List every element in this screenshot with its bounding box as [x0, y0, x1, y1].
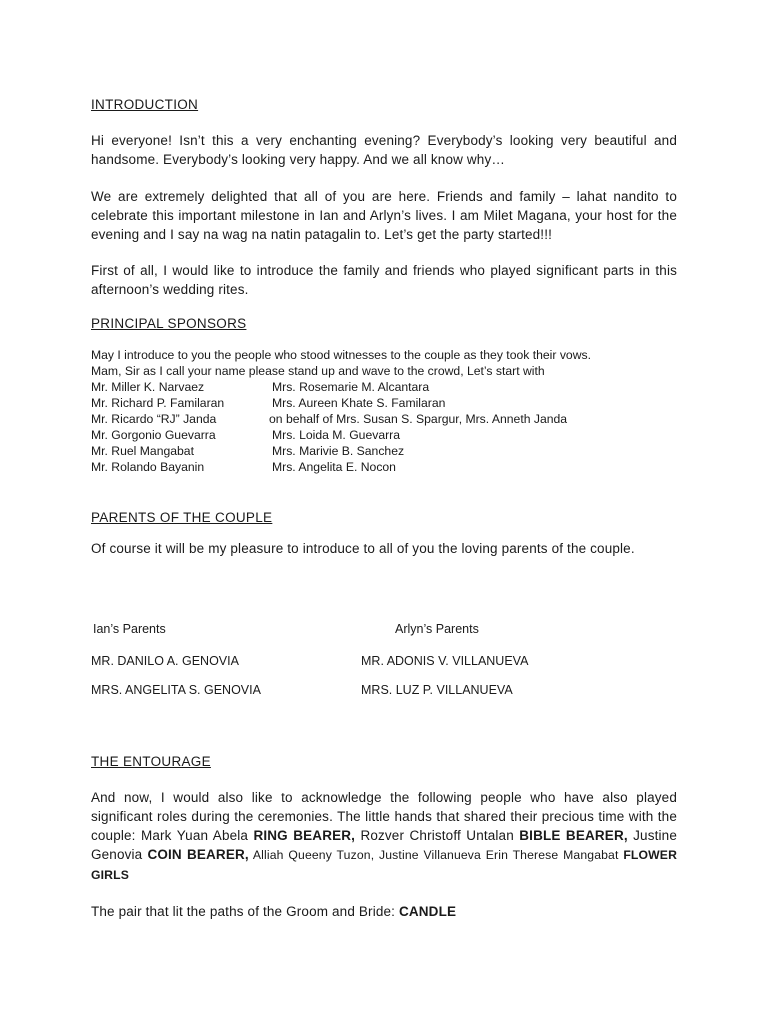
arlyn-parents-label: Arlyn’s Parents — [395, 622, 479, 636]
sponsor-male: Mr. Richard P. Familaran — [91, 396, 225, 410]
sponsor-female: Mrs. Loida M. Guevarra — [272, 428, 401, 442]
sponsor-row — [91, 379, 677, 395]
introduction-paragraph-2: We are extremely delighted that all of you are here. Friends and family – lahat nandito to celebrate this important milestone in Ian and Arlyn’s lives. I am Milet Magana, your host for the evening and I say na wag na natin patagalin to. Let’s get the party started!!! — [91, 189, 677, 242]
sponsor-male: Mr. Rolando Bayanin — [91, 460, 205, 474]
ian-parent: MR. DANILO A. GENOVIA — [91, 654, 239, 668]
sponsor-female: Mrs. Marivie B. Sanchez — [272, 444, 405, 458]
introduction-paragraph-1: Hi everyone! Isn’t this a very enchanting evening? Everybody’s looking very beautiful and handsome. Everybody’s looking very happy. And we all know why… — [91, 133, 677, 167]
flower-girls-role: FLOWER GIRLS — [91, 848, 678, 882]
entourage-text: Rozver Christoff Untalan — [355, 828, 520, 843]
sponsor-male: Mr. Miller K. Narvaez — [91, 380, 205, 394]
parents-row — [91, 654, 677, 672]
parents-labels-row — [91, 622, 677, 640]
sponsor-female: Mrs. Rosemarie M. Alcantara — [272, 380, 430, 394]
parents-row — [91, 683, 677, 701]
entourage-text: Justine Genovia — [91, 828, 677, 862]
introduction-paragraph-3: First of all, I would like to introduce the family and friends who played significant parts in this afternoon’s wedding rites. — [91, 263, 677, 297]
entourage-text: And now, I would also like to acknowledge the following people who have also played significant roles during the ceremonies. The little hands that shared their precious time with the couple: Mark Yuan Abela — [91, 790, 677, 843]
ring-bearer-role: RING BEARER, — [253, 828, 356, 843]
entourage-text: Alliah Queeny Tuzon, Justine Villanueva Erin Therese Mangabat — [248, 848, 624, 862]
sponsor-male: Mr. Ruel Mangabat — [91, 444, 194, 458]
entourage-paragraph-2 — [91, 902, 677, 921]
bible-bearer-role: BIBLE BEARER, — [519, 828, 628, 843]
sponsor-row — [91, 443, 677, 459]
introduction-heading: INTRODUCTION — [91, 97, 199, 112]
sponsor-male: Mr. Gorgonio Guevarra — [91, 428, 216, 442]
arlyn-parent: MRS. LUZ P. VILLANUEVA — [361, 683, 513, 697]
principal-sponsors-heading: PRINCIPAL SPONSORS — [91, 316, 247, 331]
candle-role: CANDLE — [398, 904, 457, 919]
sponsor-row — [91, 459, 677, 475]
entourage-heading: THE ENTOURAGE — [91, 754, 211, 769]
sponsor-female: Mrs. Angelita E. Nocon — [272, 460, 396, 474]
coin-bearer-role: COIN BEARER, — [147, 847, 249, 862]
sponsor-row — [91, 411, 677, 427]
ian-parent: MRS. ANGELITA S. GENOVIA — [91, 683, 261, 697]
sponsors-intro-line-2: Mam, Sir as I call your name please stand up and wave to the crowd, Let’s start with — [91, 364, 545, 378]
sponsor-row — [91, 427, 677, 443]
entourage-text: The pair that lit the paths of the Groom and Bride: — [91, 904, 399, 919]
sponsor-female: Mrs. Aureen Khate S. Familaran — [272, 396, 446, 410]
sponsor-female: on behalf of Mrs. Susan S. Spargur, Mrs. Anneth Janda — [269, 412, 568, 426]
entourage-paragraph-1 — [91, 788, 677, 885]
parents-intro-paragraph: Of course it will be my pleasure to introduce to all of you the loving parents of the couple. — [91, 541, 635, 556]
parents-heading: PARENTS OF THE COUPLE — [91, 510, 273, 525]
ian-parents-label: Ian’s Parents — [93, 622, 166, 636]
sponsors-intro-line-1: May I introduce to you the people who stood witnesses to the couple as they took their vows. — [91, 348, 591, 362]
sponsor-row — [91, 395, 677, 411]
arlyn-parent: MR. ADONIS V. VILLANUEVA — [361, 654, 529, 668]
sponsor-male: Mr. Ricardo “RJ” Janda — [91, 412, 217, 426]
